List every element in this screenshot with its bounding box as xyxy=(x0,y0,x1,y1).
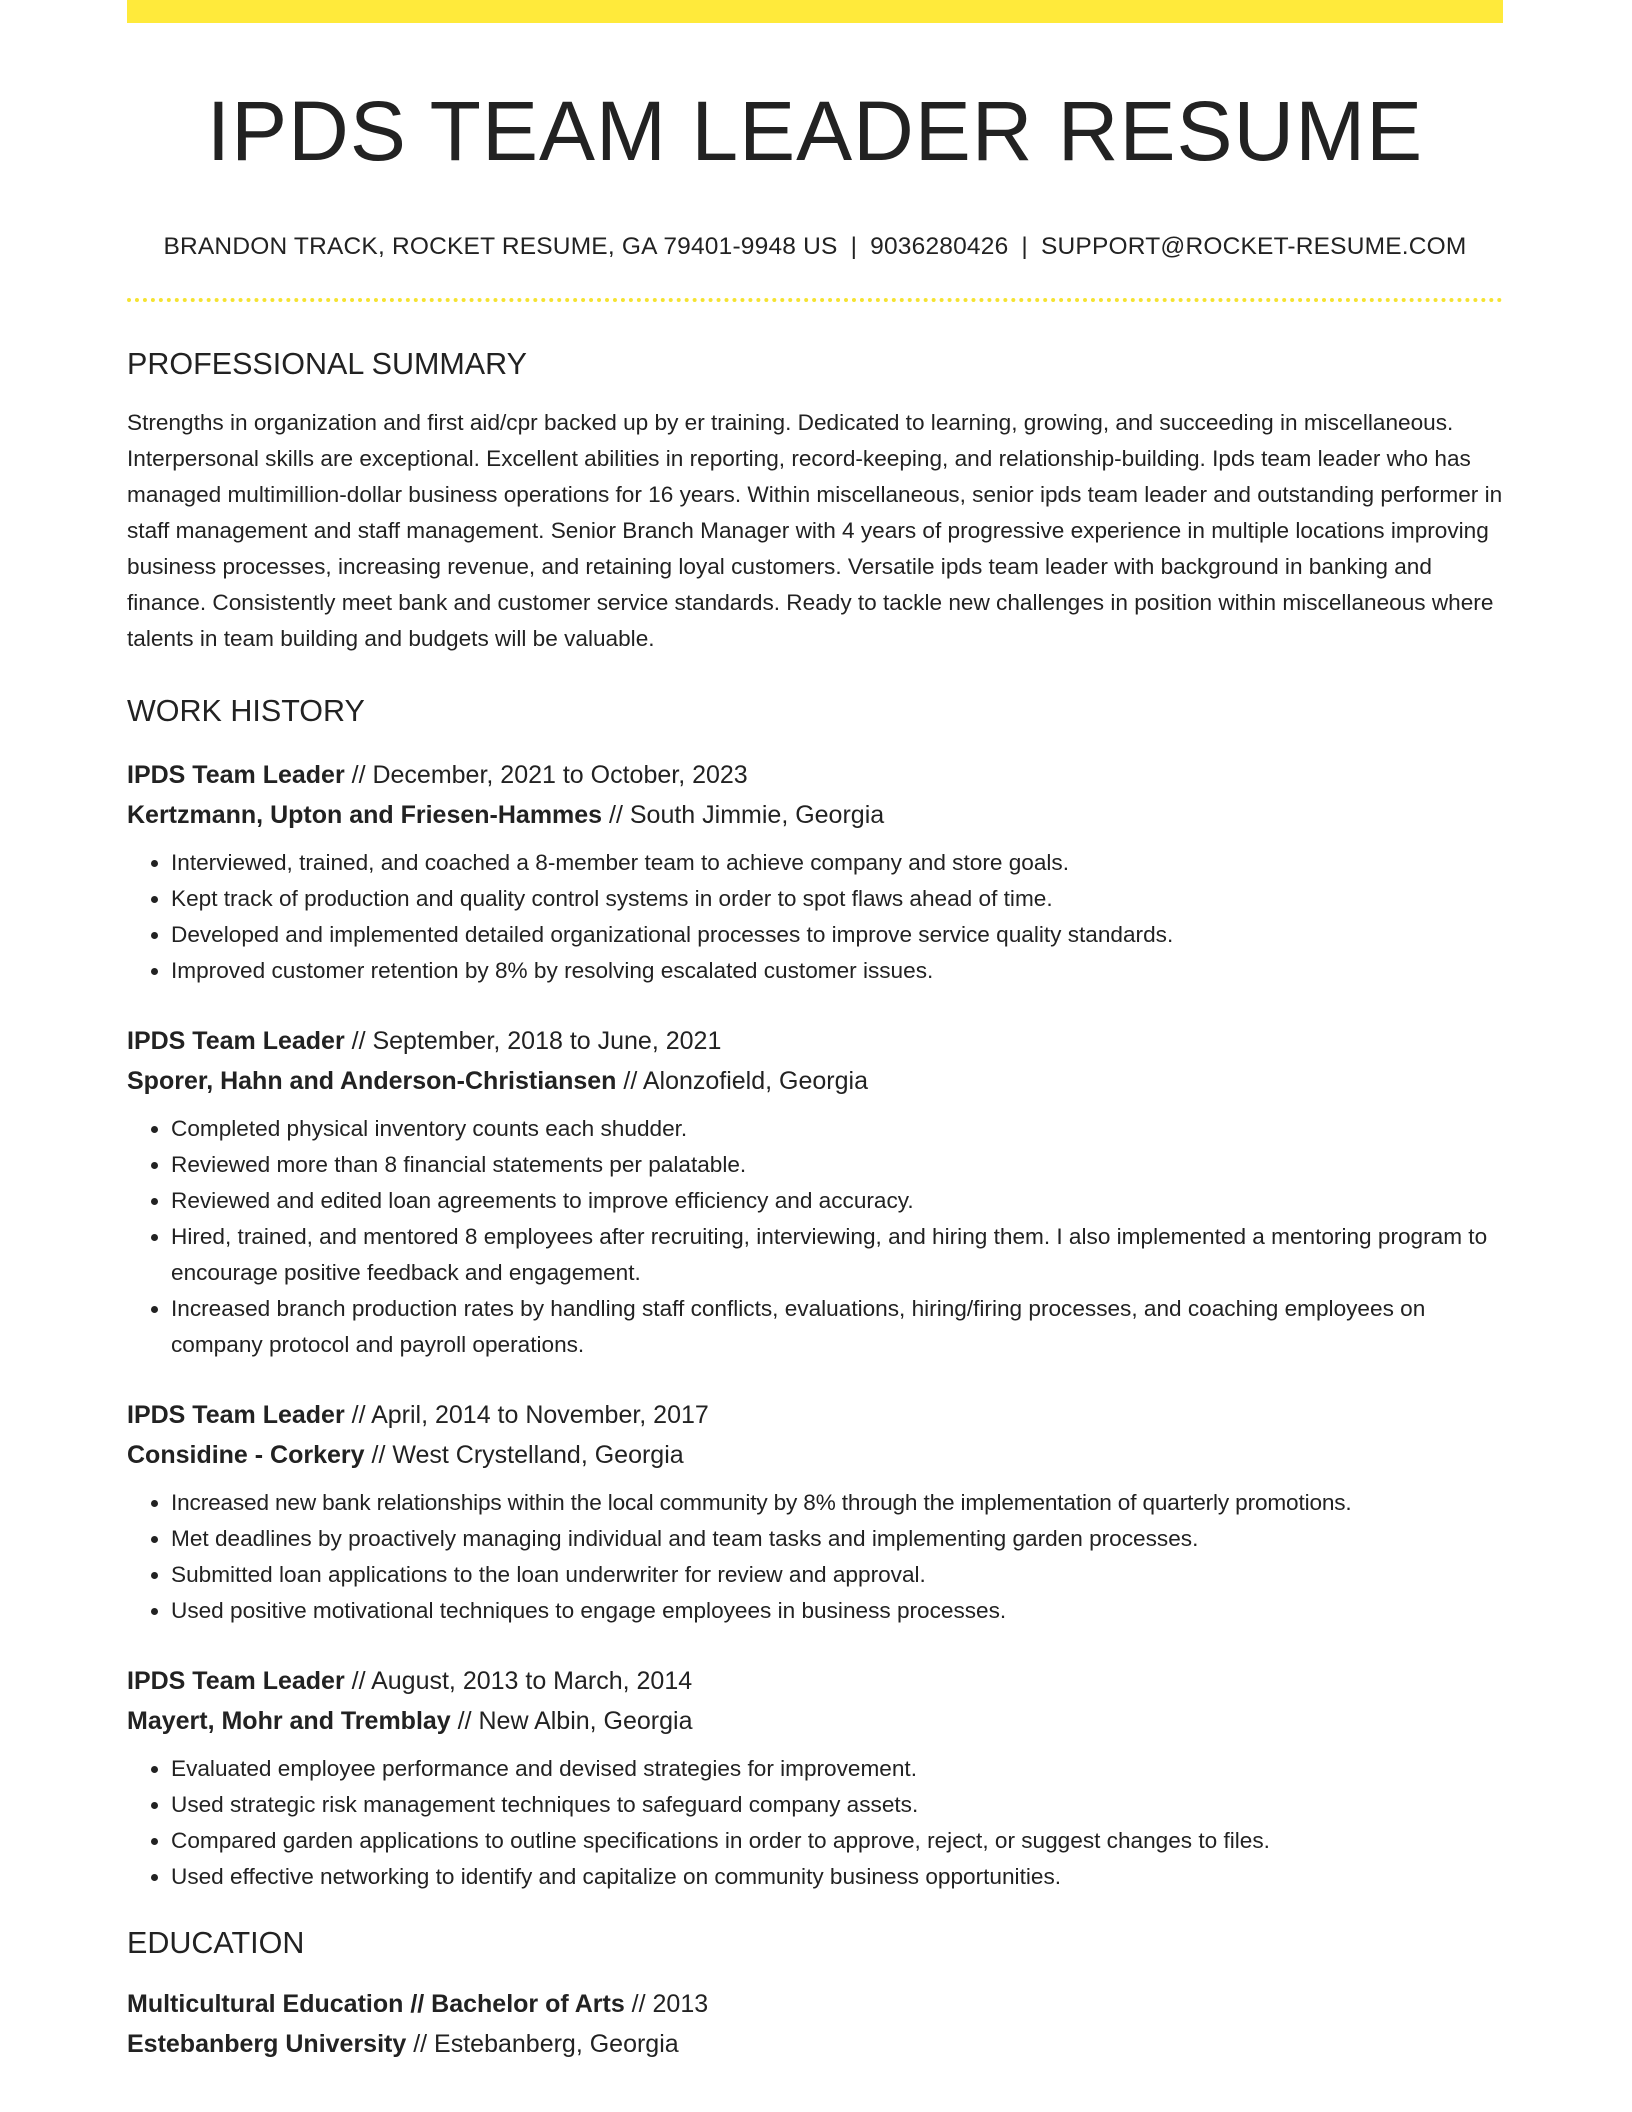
job-bullets xyxy=(127,1751,1503,1895)
job-bullet: • Reviewed and edited loan agreements to improve efficiency and accuracy. xyxy=(171,1183,1503,1219)
job-bullet: • Used strategic risk management techniques to safeguard company assets. xyxy=(171,1787,1503,1823)
contact-email: SUPPORT@ROCKET-RESUME.COM xyxy=(1040,232,1467,260)
job-entry xyxy=(127,1021,1503,1363)
contact-separator: | xyxy=(850,232,858,260)
job-bullets xyxy=(127,845,1503,989)
contact-line xyxy=(127,232,1503,261)
job-bullet: • Evaluated employee performance and devised strategies for improvement. xyxy=(171,1751,1503,1787)
job-company: Considine - Corkery xyxy=(127,1441,365,1470)
job-bullet: • Submitted loan applications to the loan underwriter for review and approval. xyxy=(171,1557,1503,1593)
resume-page xyxy=(127,0,1503,2064)
education-year: // 2013 xyxy=(624,1989,709,2018)
job-company-line xyxy=(127,1435,1503,1475)
education-degree-line xyxy=(127,1984,1503,2024)
contact-separator: | xyxy=(1021,232,1028,260)
job-bullet: • Compared garden applications to outline specifications in order to approve, reject, or suggest changes to files. xyxy=(171,1823,1503,1859)
job-bullet: • Kept track of production and quality control systems in order to spot flaws ahead of time. xyxy=(171,881,1503,917)
top-accent-bar xyxy=(127,0,1503,23)
job-entry xyxy=(127,1395,1503,1629)
job-location: // West Crystelland, Georgia xyxy=(364,1441,684,1470)
job-company: Sporer, Hahn and Anderson-Christiansen xyxy=(127,1067,617,1096)
job-company-line xyxy=(127,1061,1503,1101)
job-title-line xyxy=(127,1661,1503,1701)
job-dates: // August, 2013 to March, 2014 xyxy=(344,1667,693,1696)
job-bullet: • Interviewed, trained, and coached a 8-member team to achieve company and store goals. xyxy=(171,845,1503,881)
job-bullet: • Increased branch production rates by handling staff conflicts, evaluations, hiring/firing processes, and coaching employees on company protocol and payroll operations. xyxy=(171,1291,1503,1363)
job-bullet: • Reviewed more than 8 financial statements per palatable. xyxy=(171,1147,1503,1183)
job-title: IPDS Team Leader xyxy=(127,1401,345,1430)
job-bullet: • Hired, trained, and mentored 8 employees after recruiting, interviewing, and hiring them. I also implemented a mentoring program to encourage positive feedback and engagement. xyxy=(171,1219,1503,1291)
job-title: IPDS Team Leader xyxy=(127,1027,345,1056)
summary-text: Strengths in organization and first aid/cpr backed up by er training. Dedicated to learning, growing, and succeeding in miscellaneous. Interpersonal skills are exceptional. Excellent abilities in reporting, record-keeping, and relationship-building. Ipds team leader who has managed multimillion-dollar business operations for 16 years. Within miscellaneous, senior ipds team leader and outstanding performer in staff management and staff management. Senior Branch Manager with 4 years of progressive experience in multiple locations improving business processes, increasing revenue, and retaining loyal customers. Versatile ipds team leader with background in banking and finance. Consistently meet bank and customer service standards. Ready to tackle new challenges in position within miscellaneous where talents in team building and budgets will be valuable. xyxy=(127,409,1503,651)
job-title: IPDS Team Leader xyxy=(127,761,345,790)
job-company: Mayert, Mohr and Tremblay xyxy=(127,1707,451,1736)
job-bullet: • Met deadlines by proactively managing individual and team tasks and implementing garden processes. xyxy=(171,1521,1503,1557)
job-location: // Alonzofield, Georgia xyxy=(616,1067,868,1096)
job-bullet: • Developed and implemented detailed organizational processes to improve service quality standards. xyxy=(171,917,1503,953)
contact-address: BRANDON TRACK, ROCKET RESUME, GA 79401-9948 US xyxy=(163,232,838,260)
education-school-line xyxy=(127,2024,1503,2064)
job-dates: // September, 2018 to June, 2021 xyxy=(344,1027,722,1056)
job-company-line xyxy=(127,1701,1503,1741)
job-bullet: • Improved customer retention by 8% by resolving escalated customer issues. xyxy=(171,953,1503,989)
job-bullet: • Used effective networking to identify and capitalize on community business opportunities. xyxy=(171,1859,1503,1895)
job-title-line xyxy=(127,1395,1503,1435)
job-entry xyxy=(127,755,1503,989)
job-bullet: • Increased new bank relationships within the local community by 8% through the implementation of quarterly promotions. xyxy=(171,1485,1503,1521)
job-bullet: • Completed physical inventory counts each shudder. xyxy=(171,1111,1503,1147)
dotted-divider xyxy=(127,298,1503,302)
job-entry xyxy=(127,1661,1503,1895)
education-degree: Multicultural Education // Bachelor of Arts xyxy=(127,1989,625,2018)
education-location: // Estebanberg, Georgia xyxy=(406,2029,679,2058)
summary-heading: PROFESSIONAL SUMMARY xyxy=(127,346,527,381)
job-company: Kertzmann, Upton and Friesen-Hammes xyxy=(127,801,603,830)
work-history-heading: WORK HISTORY xyxy=(127,693,365,728)
education-heading: EDUCATION xyxy=(127,1926,305,1961)
job-dates: // December, 2021 to October, 2023 xyxy=(344,761,748,790)
job-company-line xyxy=(127,795,1503,835)
job-location: // New Albin, Georgia xyxy=(450,1707,693,1736)
job-dates: // April, 2014 to November, 2017 xyxy=(344,1401,709,1430)
resume-title: IPDS TEAM LEADER RESUME xyxy=(206,84,1424,178)
job-location: // South Jimmie, Georgia xyxy=(602,801,885,830)
job-bullets xyxy=(127,1111,1503,1363)
job-bullet: • Used positive motivational techniques to engage employees in business processes. xyxy=(171,1593,1503,1629)
job-title-line xyxy=(127,755,1503,795)
work-history-list xyxy=(127,755,1503,1895)
education-entry xyxy=(127,1984,1503,2064)
contact-phone: 9036280426 xyxy=(870,232,1009,260)
education-school: Estebanberg University xyxy=(127,2029,407,2058)
job-bullets xyxy=(127,1485,1503,1629)
job-title-line xyxy=(127,1021,1503,1061)
job-title: IPDS Team Leader xyxy=(127,1667,345,1696)
